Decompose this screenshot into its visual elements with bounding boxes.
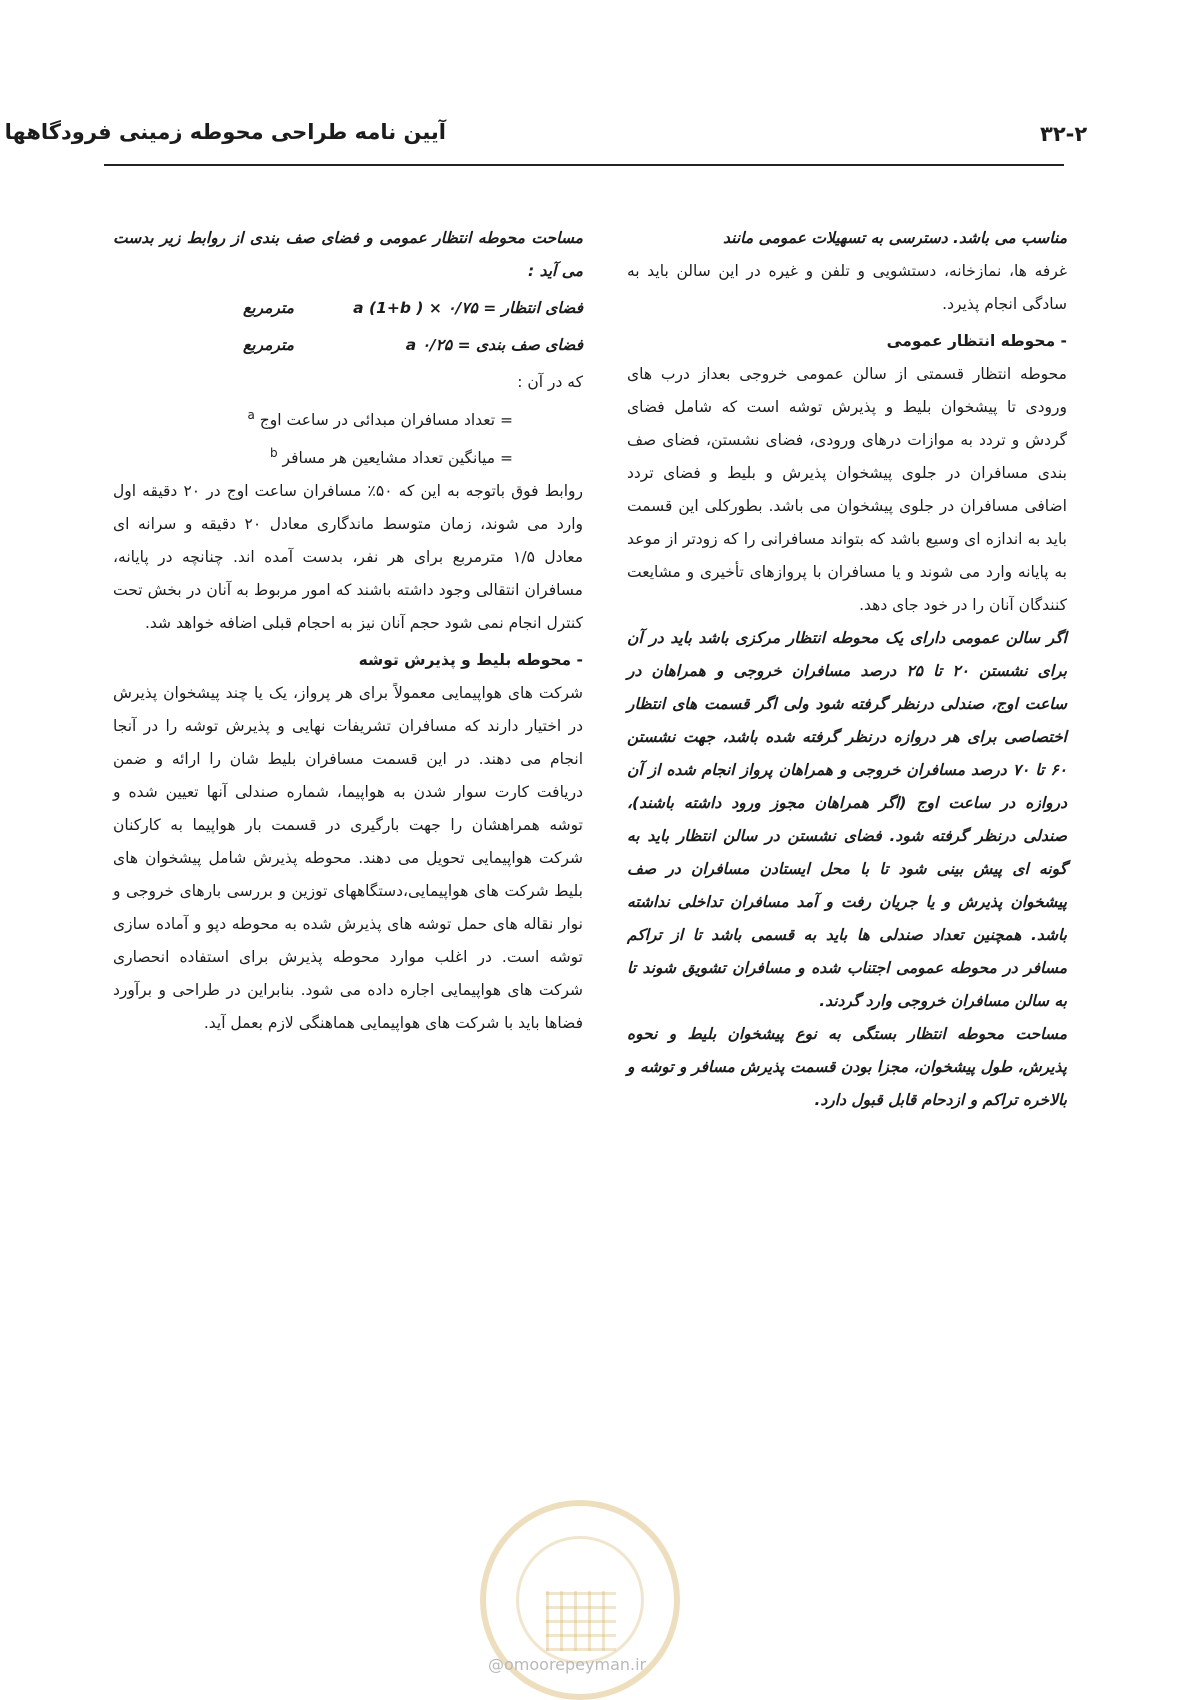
header-divider	[104, 164, 1064, 166]
paragraph: مساحت محوطه انتظار بستگی به نوع پیشخوان بلیط و نحوه پذیرش، طول پیشخوان، مجزا بودن قسمت پذیرش مسافر و توشه و بالاخره تراکم و ازدحام قابل قبول دارد.	[627, 1025, 1067, 1109]
paragraph: مناسب می باشد. دسترسی به تسهیلات عمومی مانند	[723, 229, 1067, 247]
definition-variable: = تعداد مسافران مبدائی در ساعت اوج	[259, 411, 513, 430]
paragraph: مساحت محوطه انتظار عمومی و فضای صف بندی از روابط زیر بدست می آید :	[113, 229, 583, 280]
definition-b	[113, 437, 583, 475]
definition-variable: = میانگین تعداد مشایعین هر مسافر	[282, 449, 513, 468]
section-heading-ticket-baggage-area: - محوطه بلیط و پذیرش توشه	[358, 651, 583, 670]
formula-waiting-space	[243, 292, 583, 325]
definition-symbol: a	[247, 408, 255, 422]
definition-a	[113, 399, 583, 437]
paragraph: اگر سالن عمومی دارای یک محوطه انتظار مرکزی باشد باید در آن برای نشستن ۲۰ تا ۲۵ درصد مسافران خروجی و همراهان در ساعت اوج، صندلی درنظر گرفته شود ولی اگر قسمت های انتظار اختصاصی برای هر دروازه درنظر گرفته شده باشد، جهت نشستن ۶۰ تا ۷۰ درصد مسافران خروجی و همراهان پرواز انجام شده از آن دروازه در ساعت اوج (اگر همراهان مجوز ورود داشته باشند)، صندلی درنظر گرفته شود. فضای نشستن در سالن انتظار باید به گونه ای پیش بینی شود تا با محل ایستادن مسافران در صف پیشخوان پذیرش و یا جریان رفت و آمد مسافران تداخلی نداشته باشد. همچنین تعداد صندلی ها باید به قسمی باشد تا از تراکم مسافر در محوطه عمومی اجتناب شده و مسافران تشویق شوند تا به سالن مسافران خروجی وارد گردند.	[627, 629, 1067, 1010]
page-number: ۳۲-۲	[1040, 122, 1088, 146]
where-label: که در آن :	[517, 373, 583, 391]
formula-expression: فضای صف بندی = ۰/۲۵ a	[405, 336, 583, 354]
running-header-title: آیین نامه طراحی محوطه زمینی فرودگاهها	[4, 120, 446, 144]
formula-expression: فضای انتظار = ۰/۷۵ × a (1+b )	[353, 299, 583, 317]
section-heading-public-waiting-area: - محوطه انتظار عمومی	[886, 332, 1067, 350]
paragraph: غرفه ها، نمازخانه، دستشویی و تلفن و غیره در این سالن باید به سادگی انجام پذیرد.	[627, 262, 1067, 313]
definition-symbol: b	[269, 446, 278, 461]
paragraph: شرکت های هواپیمایی معمولاً برای هر پرواز، یک یا چند پیشخوان پذیرش در اختیار دارند که مسافران تشریفات نهایی و پذیرش توشه را در آنجا انجام می دهند. در این قسمت مسافران بلیط شان را ارائه و ضمن دریافت کارت سوار شدن به هواپیما، شماره صندلی آنها تعیین شده و توشه همراهشان را جهت بارگیری در قسمت بار هواپیما به کارکنان شرکت هواپیمایی تحویل می دهند. محوطه پذیرش شامل پیشخوان های بلیط شرکت های هواپیمایی،دستگاههای توزین و بررسی بارهای خروجی و نوار نقاله های حمل توشه های پذیرش شده به محوطه دپو و آماده سازی توشه است. در اغلب موارد محوطه پذیرش برای استفاده انحصاری شرکت های هواپیمایی اجاره داده می شود. بنابراین در طراحی و برآورد فضاها باید با شرکت های هواپیمایی هماهنگی لازم بعمل آید.	[113, 684, 583, 1033]
left-column	[113, 222, 583, 1040]
paragraph: روابط فوق باتوجه به این که ۵۰٪ مسافران ساعت اوج در ۲۰ دقیقه اول وارد می شوند، زمان متوسط ماندگاری معادل ۲۰ دقیقه و سرانه ای معادل ۱/۵ مترمربع برای هر نفر، بدست آمده اند. چنانچه در پایانه، مسافران انتقالی وجود داشته باشند که امور مربوط به آنان در بخش تحت کنترل انجام نمی شود حجم آنان نیز به احجام قبلی اضافه خواهد شد.	[113, 482, 583, 633]
formula-unit: مترمربع	[243, 336, 294, 354]
right-column	[627, 222, 1067, 1117]
formula-unit: مترمربع	[243, 299, 294, 317]
paragraph: محوطه انتظار قسمتی از سالن عمومی خروجی بعداز درب های ورودی تا پیشخوان بلیط و پذیرش توشه است که شامل فضای گردش و تردد به موازات درهای ورودی، فضای نشستن، فضای صف بندی مسافران در جلوی پیشخوان پذیرش و بلیط و فضای تردد اضافی مسافران در جلوی پیشخوان می باشد. بطورکلی این قسمت باید به اندازه ای وسیع باشد که بتواند مسافرانی را که زودتر از موعد به پایانه وارد می شوند و یا مسافران با پروازهای تأخیری و مشایعت کنندگان آنان را در خود جای دهد.	[627, 365, 1067, 614]
watermark-url: @omoorepeyman.ir	[488, 1655, 647, 1674]
formula-queue-space	[243, 329, 583, 362]
